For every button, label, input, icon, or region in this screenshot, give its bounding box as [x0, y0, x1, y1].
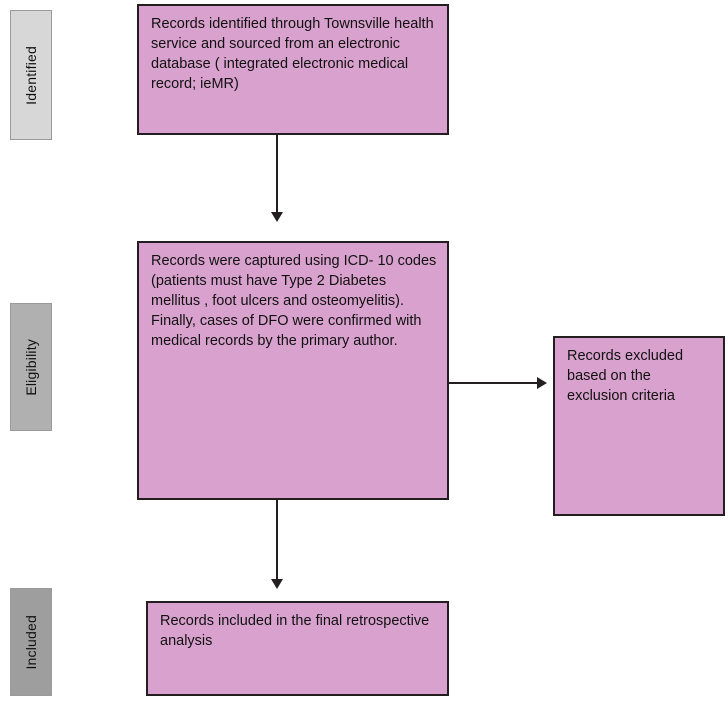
arrow-eligibility-to-excluded-head: [537, 377, 547, 389]
stage-label-identified: [10, 10, 52, 140]
box-records-identified: [137, 4, 449, 135]
box-records-excluded-text: Records excluded based on the exclusion criteria: [567, 348, 684, 404]
box-records-captured: [137, 241, 449, 500]
arrow-eligibility-to-included-head: [271, 579, 283, 589]
box-records-identified-text: Records identified through Townsville health service and sourced from an electronic database ( integrated electronic medical record; ieMR): [151, 16, 434, 92]
box-records-included-text: Records included in the final retrospective analysis: [160, 613, 430, 649]
stage-label-eligibility: [10, 303, 52, 431]
arrow-identified-to-eligibility-line: [276, 135, 278, 215]
box-records-included: [146, 601, 449, 696]
stage-label-identified-text: Identified: [23, 45, 39, 105]
stage-label-included: [10, 588, 52, 696]
arrow-eligibility-to-excluded-line: [449, 382, 539, 384]
arrow-eligibility-to-included-line: [276, 500, 278, 582]
arrow-identified-to-eligibility-head: [271, 212, 283, 222]
box-records-captured-text: Records were captured using ICD- 10 codes (patients must have Type 2 Diabetes mellitus , foot ulcers and osteomyelitis). Finally, cases of DFO were confirmed with medical records by the primary author.: [151, 253, 437, 349]
box-records-excluded: [553, 336, 725, 516]
stage-label-included-text: Included: [23, 614, 39, 670]
stage-label-eligibility-text: Eligibility: [23, 338, 39, 396]
